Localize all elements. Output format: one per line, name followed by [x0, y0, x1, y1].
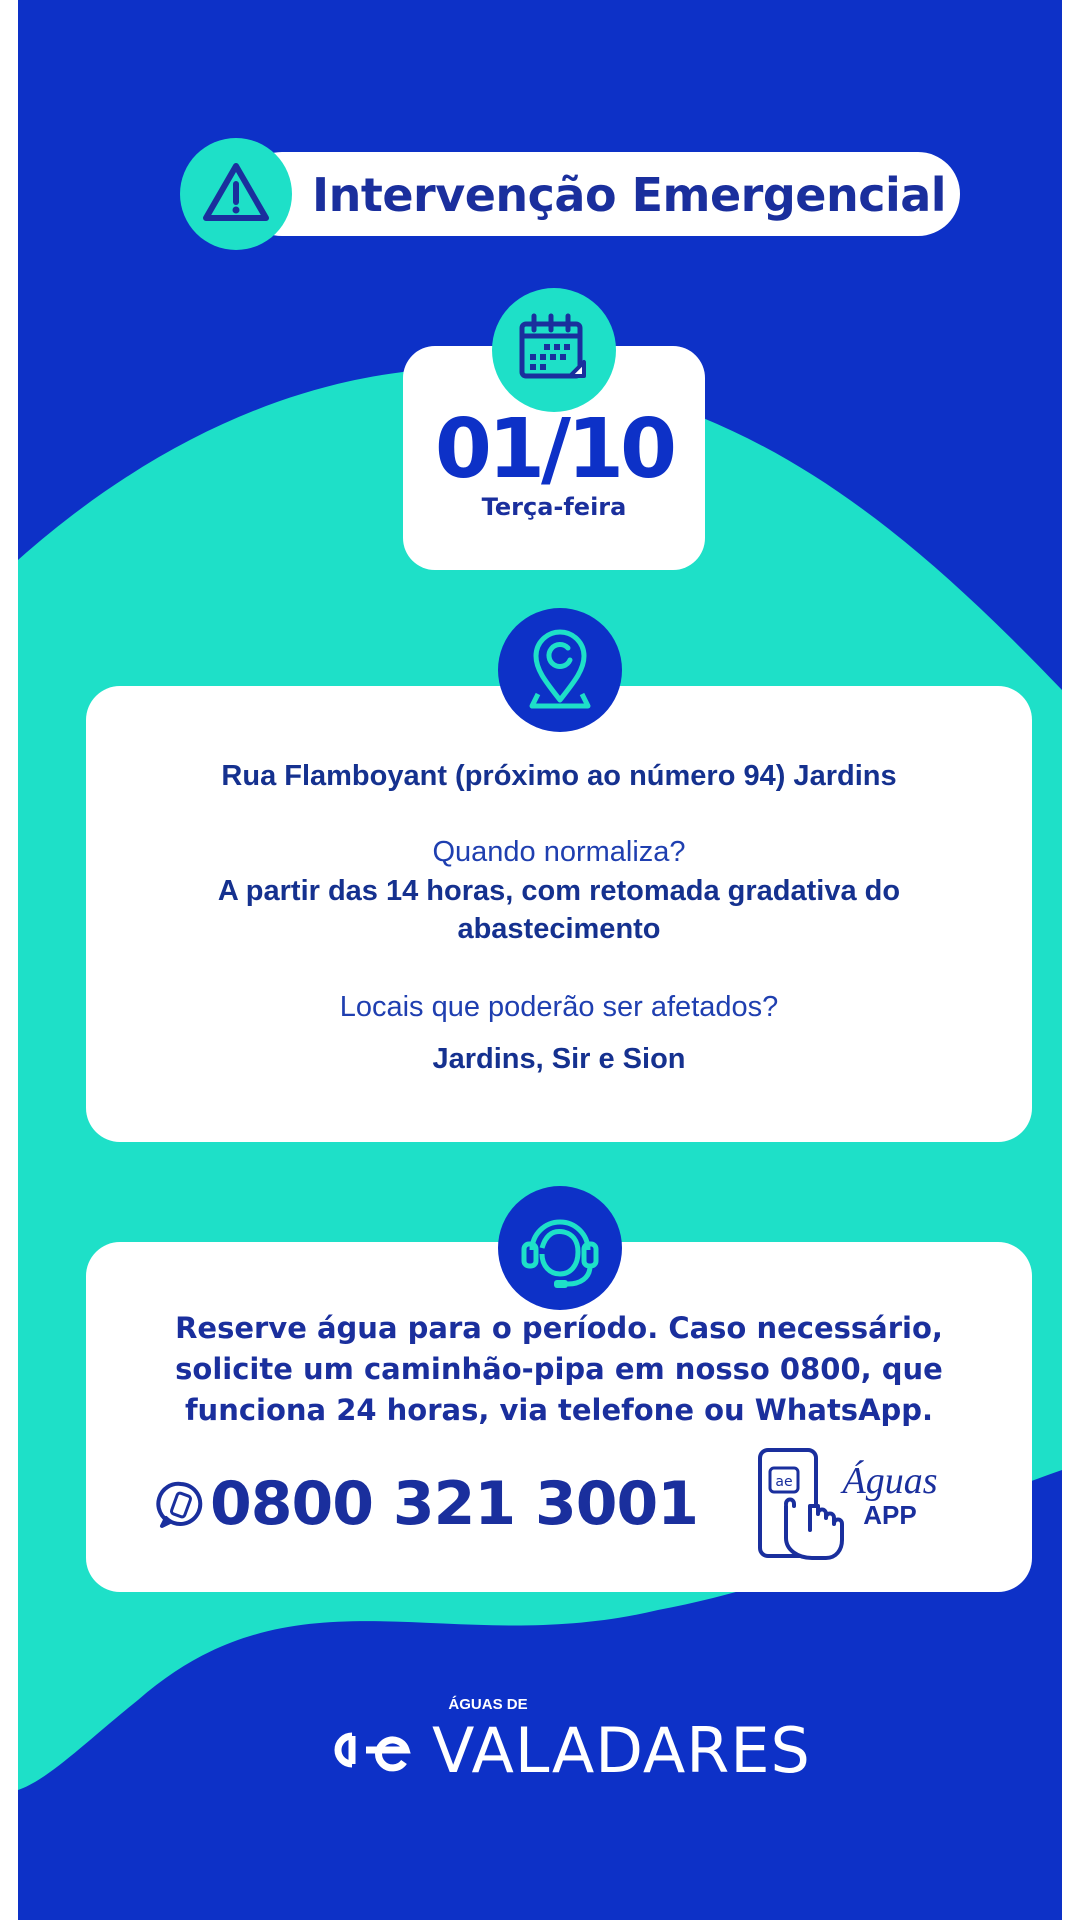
- brand-prefix: ÁGUAS DE: [448, 1696, 528, 1713]
- ae-logo-icon: [308, 1722, 418, 1778]
- brand-name: VALADARES: [432, 1714, 811, 1787]
- app-name: Águas: [842, 1460, 938, 1502]
- phone-number[interactable]: 0800 321 3001: [210, 1469, 699, 1539]
- whatsapp-icon: [156, 1480, 206, 1530]
- date-day-month: 01/10: [434, 402, 674, 497]
- location-badge: [498, 608, 622, 732]
- svg-text:ae: ae: [775, 1474, 793, 1490]
- contact-message-line2: solicite um caminhão-pipa em nosso 0800, que: [175, 1352, 943, 1386]
- poster: [18, 0, 1062, 1920]
- date-weekday: Terça-feira: [481, 493, 627, 521]
- affected-question: Locais que poderão ser afetados?: [339, 991, 779, 1023]
- normalize-answer-line1: A partir das 14 horas, com retomada gradativa do: [217, 875, 901, 907]
- page-title: Intervenção Emergencial: [312, 168, 947, 222]
- street-address: Rua Flamboyant (próximo ao número 94) Jardins: [221, 760, 897, 792]
- contact-message: [128, 1308, 990, 1431]
- contact-message-line1: Reserve água para o período. Caso necessário,: [175, 1311, 943, 1345]
- contact-message-line3: funciona 24 horas, via telefone ou WhatsApp.: [184, 1393, 934, 1427]
- support-badge: [498, 1186, 622, 1310]
- normalize-question: Quando normaliza?: [432, 836, 686, 868]
- warning-triangle-icon: [180, 138, 292, 250]
- location-pin-icon: [498, 608, 622, 732]
- affected-answer: Jardins, Sir e Sion: [432, 1043, 686, 1075]
- calendar-badge: [492, 288, 616, 412]
- app-label: APP: [863, 1500, 917, 1530]
- headset-icon: [498, 1186, 622, 1310]
- warning-badge: [180, 138, 292, 250]
- calendar-icon: [492, 288, 616, 412]
- normalize-answer-line2: abastecimento: [457, 913, 661, 945]
